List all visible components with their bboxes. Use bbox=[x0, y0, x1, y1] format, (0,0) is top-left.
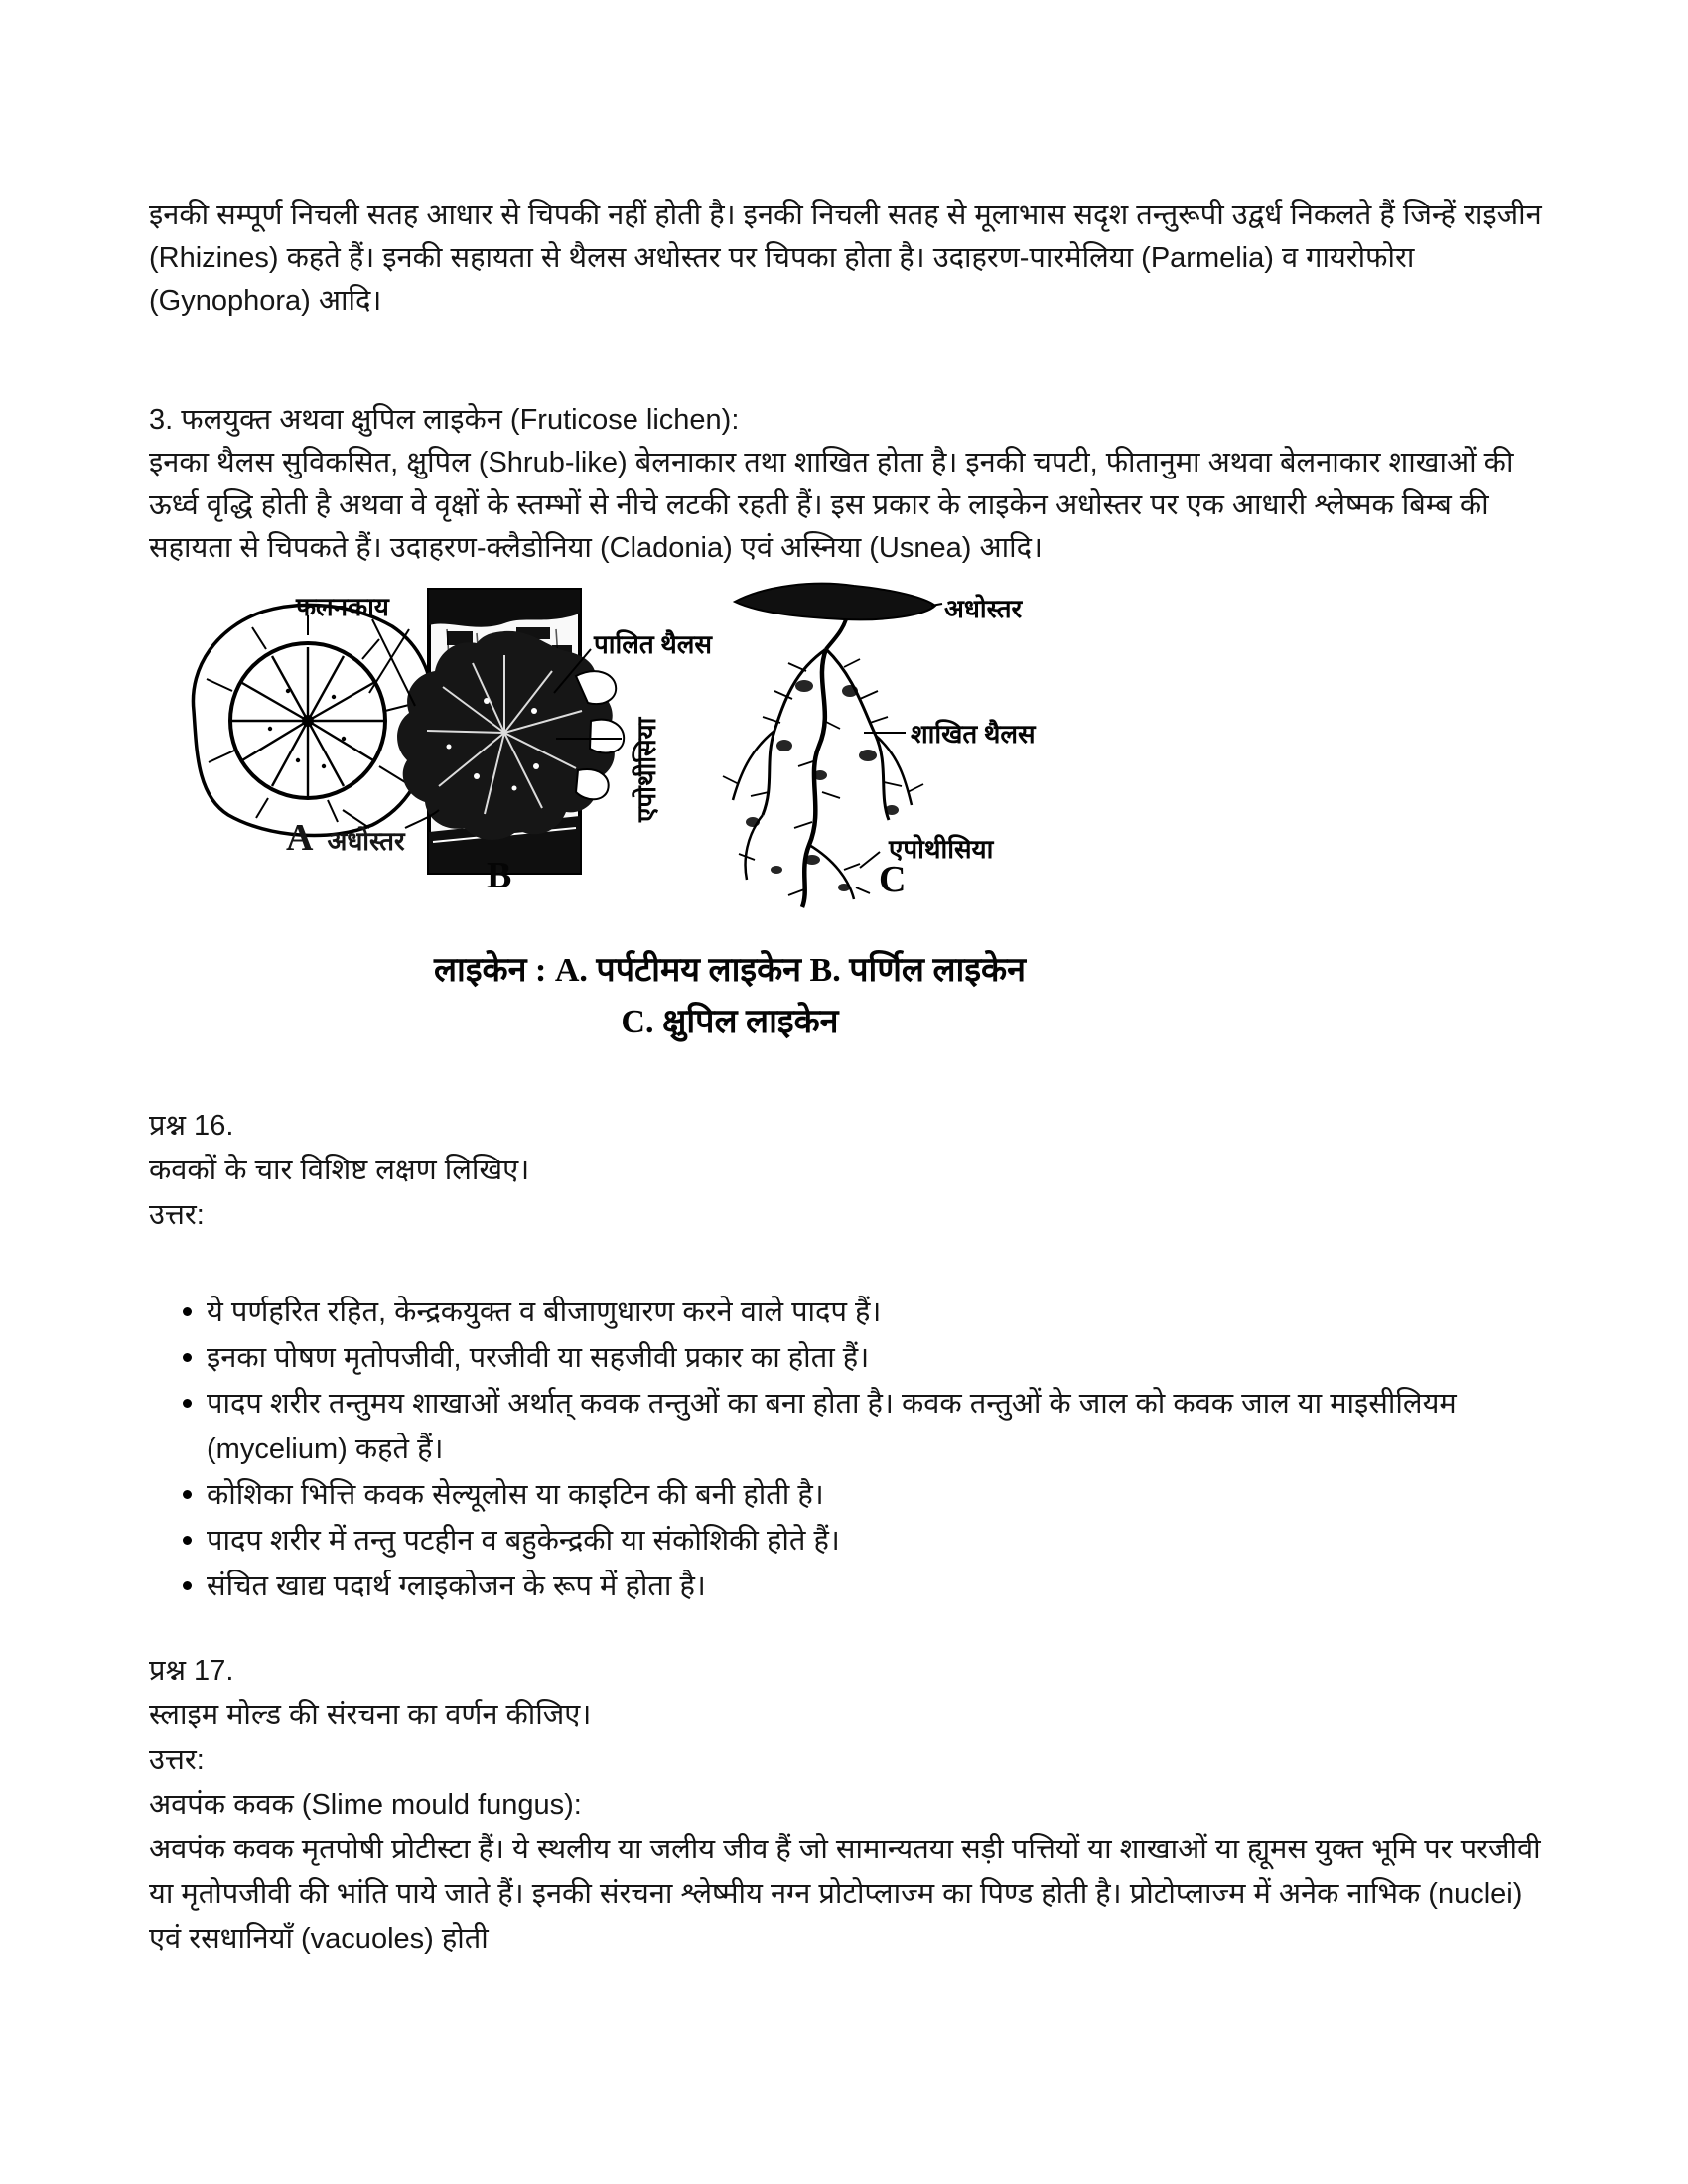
section-heading-fruticose: 3. फलयुक्त अथवा क्षुपिल लाइकेन (Fruticose lichen): bbox=[149, 404, 740, 436]
label-lobed-thallus: पालित थैलस bbox=[594, 630, 713, 659]
label-apothecia-b: एपोथीसिया bbox=[633, 717, 661, 822]
figure-letter-a: A bbox=[286, 817, 314, 859]
label-fruiting-body: फलनकाय bbox=[296, 593, 389, 621]
question-17-block bbox=[149, 1649, 1549, 1962]
bullet-text: ये पर्णहरित रहित, केन्द्रकयुक्त व बीजाणुधारण करने वाले पादप हैं। bbox=[207, 1297, 882, 1328]
label-substratum-a: अधोस्तर bbox=[327, 827, 405, 856]
label-apothecia-c: एपोथीसिया bbox=[889, 835, 994, 864]
question-17-text: स्लाइम मोल्ड की संरचना का वर्णन कीजिए। bbox=[149, 1700, 592, 1731]
question-16-block bbox=[149, 1104, 1549, 1609]
bullet-text: पादप शरीर में तन्तु पटहीन व बहुकेन्द्रकी या संकोशिकी होते हैं। bbox=[207, 1525, 840, 1557]
question-17-answer-label: उत्तर: bbox=[149, 1744, 205, 1776]
bullet-icon bbox=[183, 1536, 192, 1545]
list-item bbox=[149, 1381, 1549, 1472]
bullet-icon bbox=[183, 1490, 192, 1499]
question-17-number: प्रश्न 17. bbox=[149, 1655, 234, 1687]
slime-mould-heading: अवपंक कवक (Slime mould fungus): bbox=[149, 1789, 582, 1821]
bullet-text: संचित खाद्य पदार्थ ग्लाइकोजन के रूप में होता है। bbox=[207, 1570, 706, 1602]
bullet-icon bbox=[183, 1581, 192, 1590]
intro-paragraph: इनकी सम्पूर्ण निचली सतह आधार से चिपकी नहीं होती है। इनकी निचली सतह से मूलाभास सदृश तन्तुरूपी उद्वर्ध निकलते हैं जिन्हें राइजीन (Rhizines) कहते हैं। इनकी सहायता से थैलस अधोस्तर पर चिपका होता है। उदाहरण-पारमेलिया (Parmelia) व गायरोफोरा (Gynophora) आदि। bbox=[149, 200, 1542, 317]
figure-caption-line2: C. क्षुपिल लाइकेन bbox=[621, 1004, 839, 1040]
label-branched-thallus: शाखित थैलस bbox=[911, 720, 1036, 749]
list-item bbox=[149, 1290, 1549, 1335]
label-substratum-c: अधोस्तर bbox=[944, 595, 1023, 623]
figure-letter-b: B bbox=[487, 855, 512, 896]
fungus-features-list bbox=[149, 1290, 1549, 1609]
bullet-icon bbox=[183, 1399, 192, 1408]
figure-caption bbox=[149, 945, 1311, 1048]
lichen-diagram-drawing bbox=[149, 572, 1549, 939]
list-item bbox=[149, 1472, 1549, 1518]
list-item bbox=[149, 1335, 1549, 1381]
question-16-text: कवकों के चार विशिष्ट लक्षण लिखिए। bbox=[149, 1155, 530, 1186]
section-body-fruticose: इनका थैलस सुविकसित, क्षुपिल (Shrub-like) बेलनाकार तथा शाखित होता है। इनकी चपटी, फीतानुमा अथवा बेलनाकार शाखाओं की ऊर्ध्व वृद्धि होती है अथवा वे वृक्षों के स्तम्भों से नीचे लटकी रहती हैं। इस प्रकार के लाइकेन अधोस्तर पर एक आधारी श्लेष्मक बिम्ब की सहायता से चिपकते हैं। उदाहरण-क्लैडोनिया (Cladonia) एवं अस्निया (Usnea) आदि। bbox=[149, 447, 1514, 564]
bullet-text: कोशिका भित्ति कवक सेल्यूलोस या काइटिन की बनी होती है। bbox=[207, 1479, 824, 1511]
crustose-lichen-drawing bbox=[193, 605, 432, 835]
lichen-figure bbox=[149, 572, 1549, 939]
bullet-icon bbox=[183, 1353, 192, 1362]
figure-letter-c: C bbox=[879, 859, 907, 900]
bullet-text: पादप शरीर तन्तुमय शाखाओं अर्थात् कवक तन्तुओं का बना होता है। कवक तन्तुओं के जाल को कवक जाल या माइसीलियम (mycelium) कहते हैं। bbox=[207, 1388, 1457, 1465]
bullet-text: इनका पोषण मृतोपजीवी, परजीवी या सहजीवी प्रकार का होता हैं। bbox=[207, 1342, 870, 1374]
question-16-answer-label: उत्तर: bbox=[149, 1199, 205, 1231]
label-a-substratum bbox=[286, 816, 405, 860]
figure-caption-line1: लाइकेन : A. पर्पटीमय लाइकेन B. पर्णिल लाइकेन bbox=[433, 952, 1027, 989]
list-item bbox=[149, 1564, 1549, 1609]
bullet-icon bbox=[183, 1307, 192, 1316]
foliose-lichen-drawing bbox=[397, 590, 624, 873]
list-item bbox=[149, 1518, 1549, 1564]
slime-mould-paragraph: अवपंक कवक मृतपोषी प्रोटीस्टा हैं। ये स्थलीय या जलीय जीव हैं जो सामान्यतया सड़ी पत्तियों या शाखाओं या ह्यूमस युक्त भूमि पर परजीवी या मृतोपजीवी की भांति पाये जाते हैं। इनकी संरचना श्लेष्मीय नग्न प्रोटोप्लाज्म का पिण्ड होती है। प्रोटोप्लाज्म में अनेक नाभिक (nuclei) एवं रसधानियाँ (vacuoles) होती bbox=[149, 1834, 1541, 1955]
question-16-number: प्रश्न 16. bbox=[149, 1110, 234, 1142]
